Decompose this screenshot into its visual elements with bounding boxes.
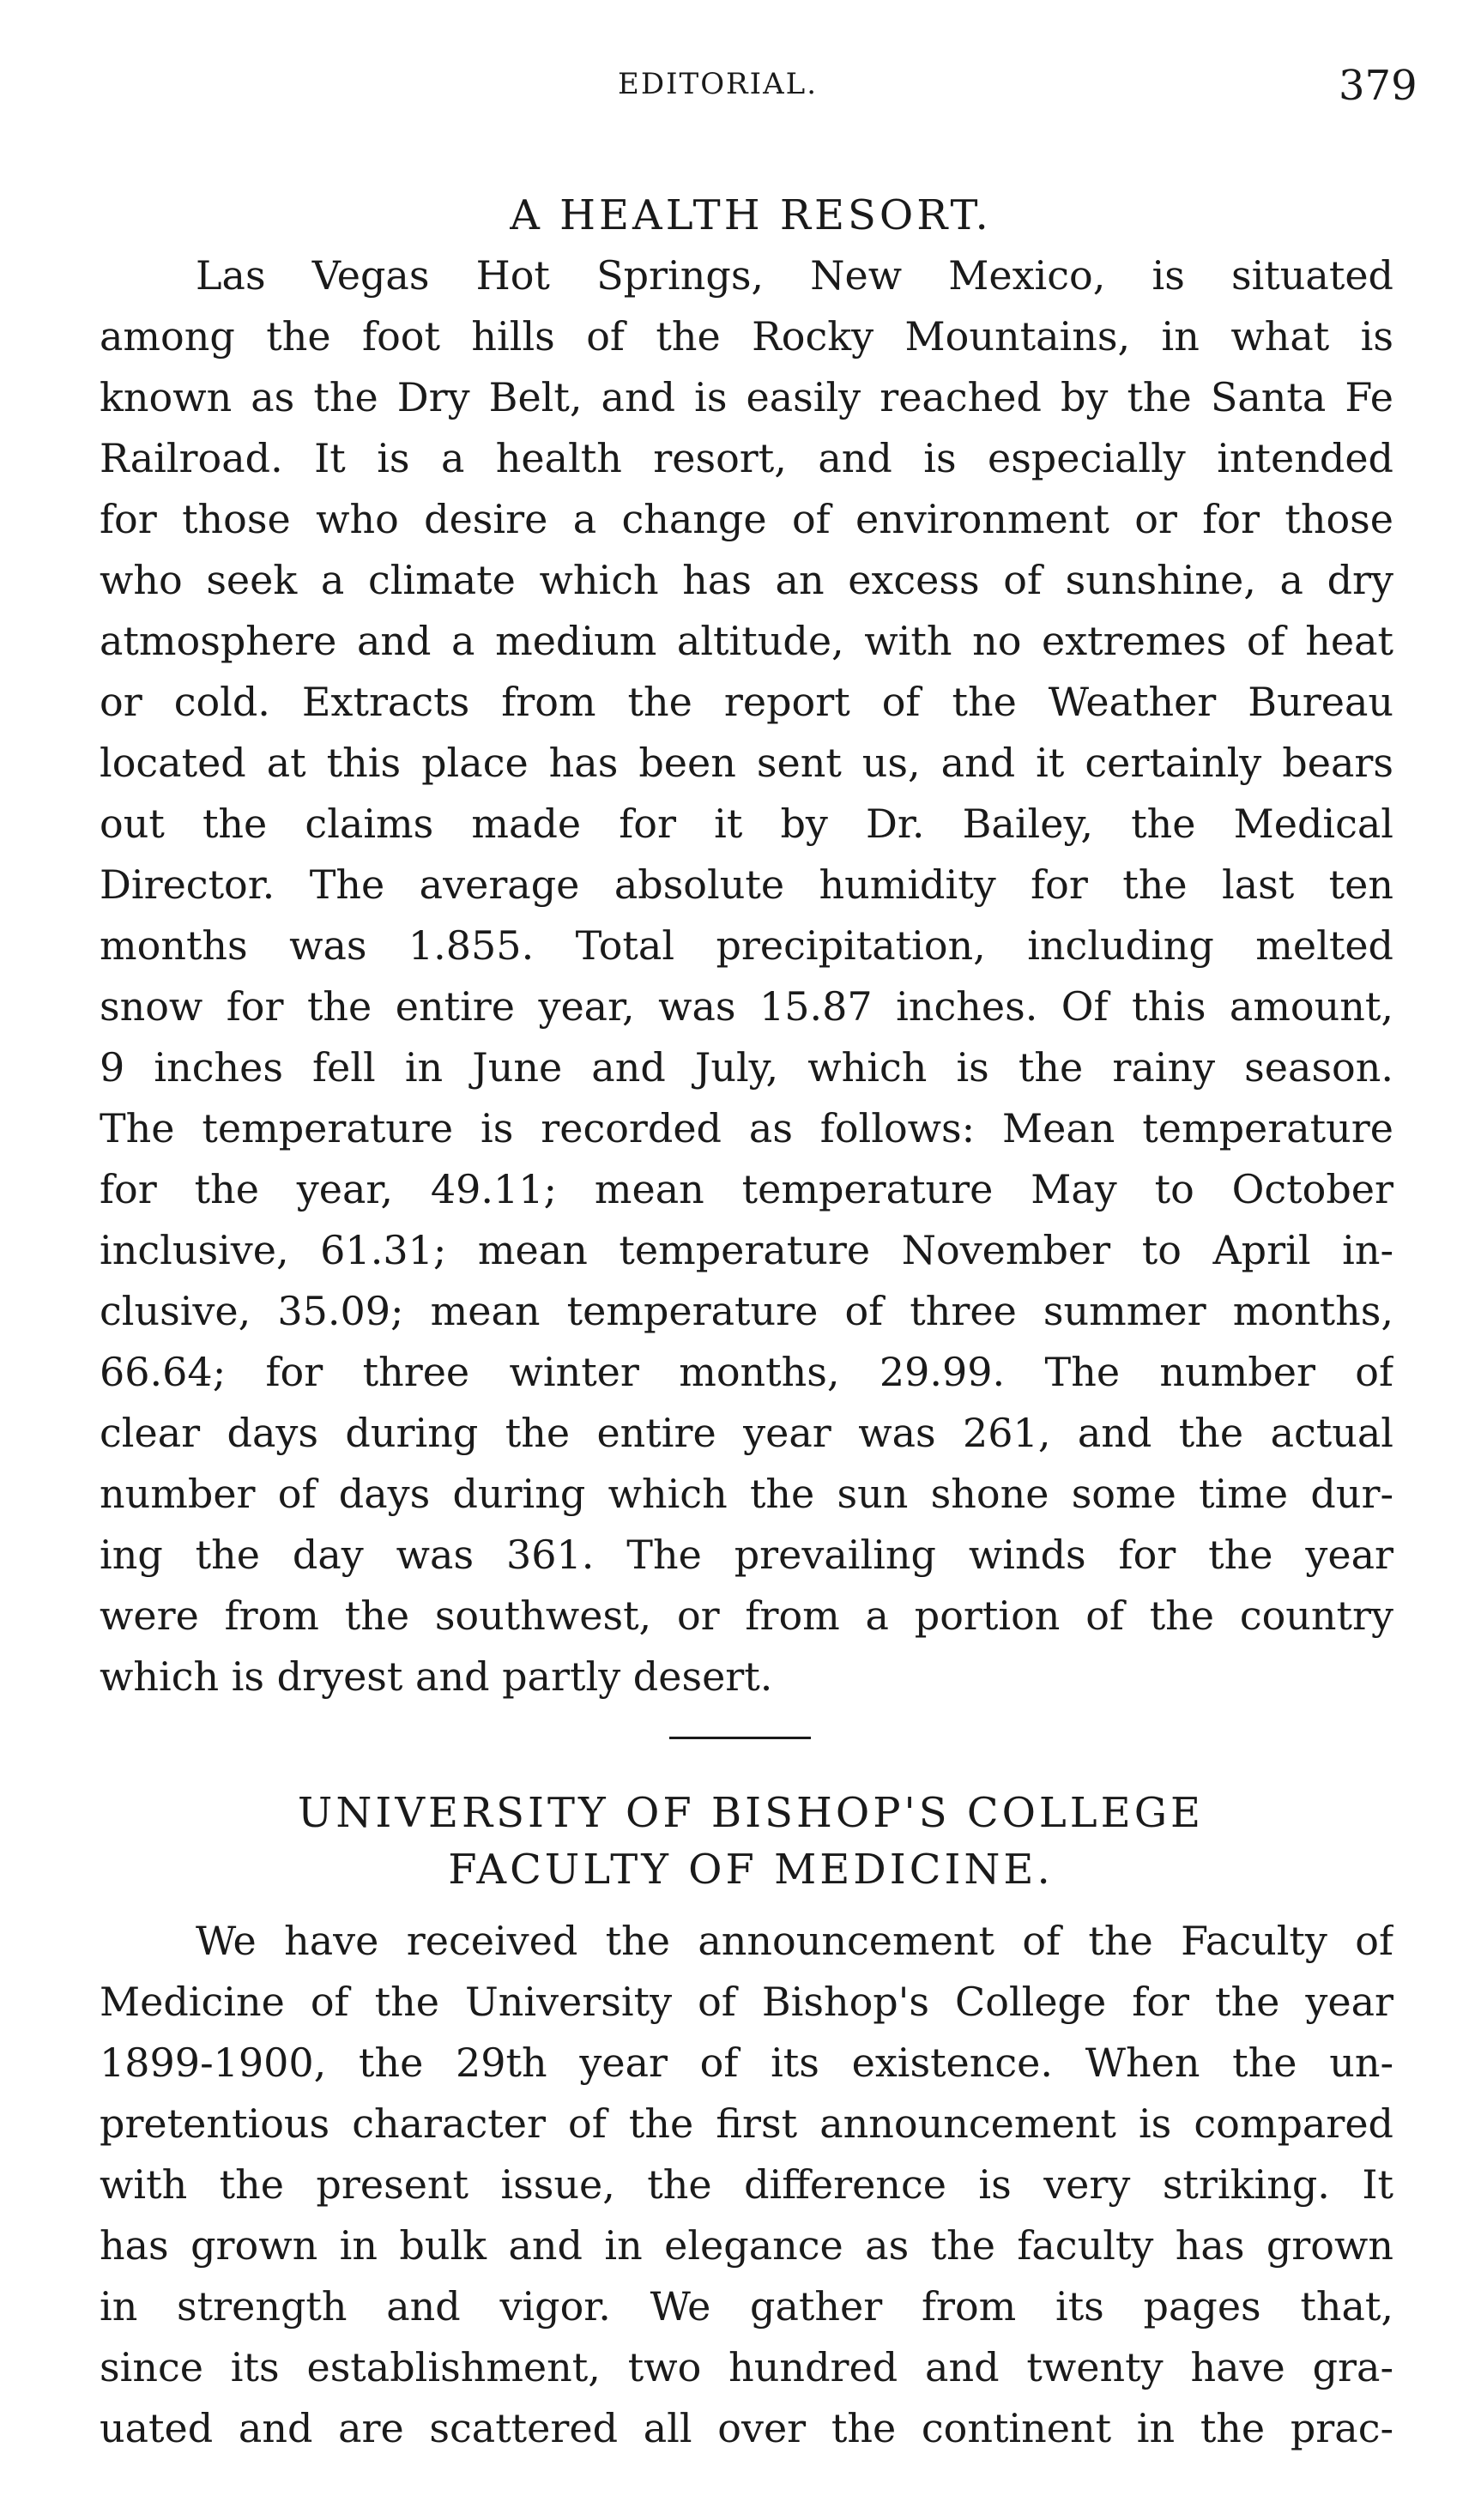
text-line: who seek a climate which has an excess of sunshine, a dry xyxy=(100,557,1393,603)
text-line: uated and are scattered all over the continent in the prac- xyxy=(100,2405,1393,2451)
text-line: Railroad. It is a health resort, and is especially intended xyxy=(100,435,1393,481)
text-line: or cold. Extracts from the report of the Weather Bureau xyxy=(100,679,1393,725)
text-line: Director. The average absolute humidity for the last ten xyxy=(100,861,1393,908)
running-head xyxy=(0,62,1481,110)
text-line: which is dryest and partly desert. xyxy=(100,1653,773,1700)
text-line: number of days during which the sun shone some time dur- xyxy=(100,1471,1393,1517)
text-line: clear days during the entire year was 261, and the actual xyxy=(100,1410,1393,1456)
article-body-health-resort xyxy=(100,245,1393,1707)
text-line: for the year, 49.11; mean temperature May to October xyxy=(100,1166,1393,1212)
text-line: We have received the announcement of the Faculty of xyxy=(196,1918,1393,1964)
text-line: The temperature is recorded as follows: Mean temperature xyxy=(100,1105,1393,1151)
article-body-bishops-college xyxy=(100,1911,1393,2459)
article-title-text: A HEALTH RESORT. xyxy=(510,190,992,239)
text-line: has grown in bulk and in elegance as the faculty has grown xyxy=(100,2222,1393,2269)
text-line: Medicine of the University of Bishop's College for the year xyxy=(100,1979,1393,2025)
text-line: since its establishment, two hundred and twenty have gra- xyxy=(100,2344,1393,2390)
text-line: located at this place has been sent us, and it certainly bears xyxy=(100,740,1393,786)
running-title: EDITORIAL. xyxy=(618,67,819,101)
text-line: with the present issue, the difference is very striking. It xyxy=(100,2161,1393,2208)
text-line: known as the Dry Belt, and is easily reached by the Santa Fe xyxy=(100,374,1393,420)
text-line: Las Vegas Hot Springs, New Mexico, is situated xyxy=(196,252,1393,299)
section-divider xyxy=(669,1737,811,1739)
text-line: out the claims made for it by Dr. Bailey, the Medical xyxy=(100,801,1393,847)
article-title-health-resort xyxy=(94,187,1407,244)
article-title-bishops-college xyxy=(94,1785,1407,1898)
text-line: pretentious character of the first announcement is compared xyxy=(100,2100,1393,2147)
text-line: snow for the entire year, was 15.87 inches. Of this amount, xyxy=(100,983,1393,1030)
article-title-line: UNIVERSITY OF BISHOP'S COLLEGE xyxy=(297,1788,1205,1837)
text-line: months was 1.855. Total precipitation, including melted xyxy=(100,922,1393,969)
text-line: among the foot hills of the Rocky Mountains, in what is xyxy=(100,313,1393,360)
text-line: 1899-1900, the 29th year of its existence. When the un- xyxy=(100,2040,1393,2086)
text-line: ing the day was 361. The prevailing winds for the year xyxy=(100,1532,1393,1578)
text-line: clusive, 35.09; mean temperature of three summer months, xyxy=(100,1288,1393,1334)
text-line: in strength and vigor. We gather from its pages that, xyxy=(100,2283,1393,2330)
text-line: atmosphere and a medium altitude, with no extremes of heat xyxy=(100,618,1393,664)
article-title-line: FACULTY OF MEDICINE. xyxy=(448,1845,1054,1894)
text-line: for those who desire a change of environment or for those xyxy=(100,496,1393,542)
text-line: 9 inches fell in June and July, which is the rainy season. xyxy=(100,1044,1393,1091)
page-number: 379 xyxy=(1339,62,1418,110)
text-line: 66.64; for three winter months, 29.99. The number of xyxy=(100,1349,1393,1395)
text-line: were from the southwest, or from a portion of the country xyxy=(100,1592,1393,1639)
text-line: inclusive, 61.31; mean temperature November to April in- xyxy=(100,1227,1393,1273)
